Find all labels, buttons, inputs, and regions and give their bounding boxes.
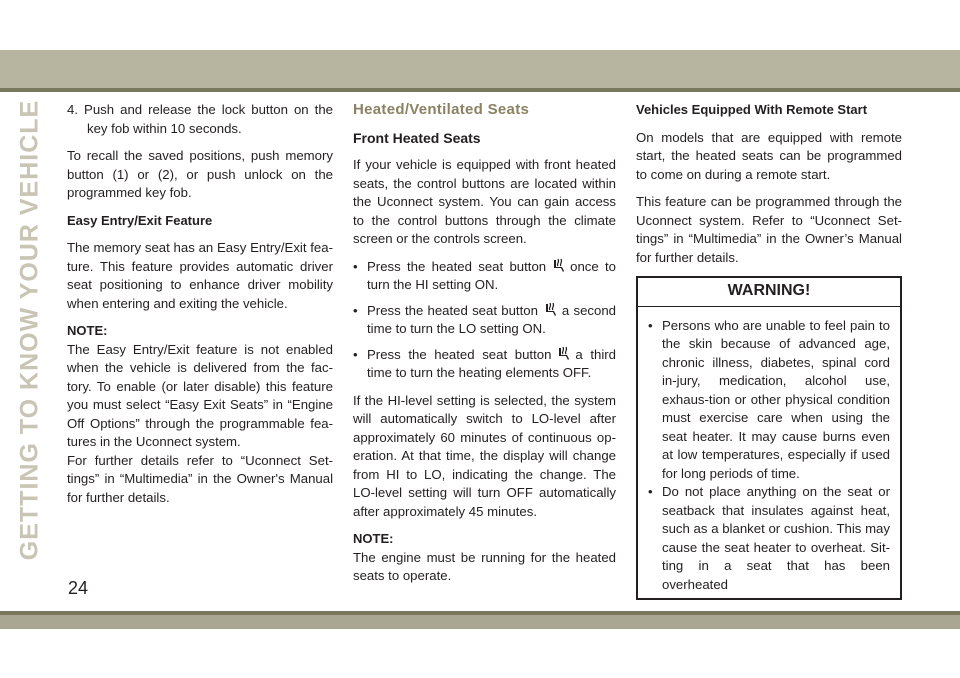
warning-title: WARNING! (638, 278, 900, 307)
bullet-lo-post: a second time to turn the LO setting ON. (367, 302, 616, 336)
remote-start-heading: Vehicles Equipped With Remote Start (636, 102, 868, 117)
note-label: NOTE: (353, 531, 394, 546)
page-number: 24 (68, 578, 89, 598)
column-left (67, 101, 333, 516)
note-text: The engine must be running for the heated seats to operate. (353, 549, 616, 583)
bullet-off-pre: Press the heated seat button (367, 346, 552, 362)
remote-start-paragraph: On models that are equipped with remote start, the heated seats can be programmed to come on during a remote start. (636, 129, 902, 182)
bullet-marker: • (648, 317, 653, 333)
bullet-hi (353, 258, 616, 295)
bullet-hi-post: once to turn the HI setting ON. (367, 258, 617, 292)
note-label: NOTE: (67, 323, 108, 338)
bullet-marker: • (353, 302, 358, 318)
heated-seat-icon (555, 346, 571, 362)
bullet-marker: • (353, 258, 358, 274)
footer-band (0, 615, 960, 629)
side-section-title (12, 99, 48, 561)
warning-bullet-text: Do not place anything on the seat or seatback that insulates against heat, such as a blanket or cushion. This may cause the seat heater to overheat. Sit-ting in a seat that has been overheated (662, 484, 890, 592)
warning-bullet (648, 483, 890, 594)
bullet-lo (353, 302, 616, 339)
column-right (636, 101, 902, 600)
warning-bullet-text: Persons who are unable to feel pain to the skin because of advanced age, chronic illness, diabetes, spinal cord in-jury, medication, alcohol use, exhaus-tion or other physical condition must exercise care when using the seat heater. It may cause burns even at low temperatures, especially if used for long periods of time. (662, 317, 890, 481)
bullet-hi-pre: Press the heated seat button (367, 258, 547, 274)
bullet-off (353, 346, 616, 383)
programming-paragraph: This feature can be programmed through the Uconnect system. Refer to “Uconnect Set-tings” in “Multimedia” in the Owner’s Manual for further details. (636, 194, 902, 265)
warning-body (638, 307, 900, 599)
hi-level-paragraph: If the HI-level setting is selected, the system will automatically switch to LO-level after approximately 60 minutes of continuous op-eration. At that time, the display will change from HI to LO, indicating the change. The LO-level setting will turn OFF automatically after approximately 45 minutes. (353, 392, 616, 519)
warning-bullet (648, 317, 890, 484)
side-section-title-text: GETTING TO KNOW YOUR VEHICLE (15, 99, 44, 561)
step-4-number: 4. (67, 102, 78, 117)
recall-paragraph: To recall the saved positions, push memory button (1) or (2), or push unlock on the programmed key fob. (67, 148, 333, 200)
bullet-off-post: a third time to turn the heating elements OFF. (367, 346, 617, 380)
heated-seat-icon (550, 258, 566, 274)
top-margin (0, 0, 960, 50)
note-text-continued: For further details refer to “Uconnect Set-tings” in “Multimedia” in the Owner's Manual for further details. (67, 452, 333, 505)
warning-box (636, 276, 902, 600)
heated-seat-icon (542, 302, 558, 318)
easy-entry-heading: Easy Entry/Exit Feature (67, 212, 213, 228)
note-text: The Easy Entry/Exit feature is not enabled when the vehicle is delivered from the fac-tory. To enable (or later disable) this feature you must select “Easy Exit Seats” in “Engine Off Options” through the programmable fea-tures in the Uconnect system. (67, 341, 333, 449)
step-4-text: Push and release the lock button on the key fob within 10 seconds. (84, 102, 333, 136)
bullet-marker: • (648, 484, 653, 499)
bottom-margin (0, 629, 960, 678)
column-middle (353, 101, 616, 595)
bullet-lo-pre: Press the heated seat button (367, 302, 538, 318)
step-4 (67, 101, 333, 138)
front-heated-seats-heading: Front Heated Seats (353, 129, 481, 146)
bullet-marker: • (353, 346, 358, 362)
header-band-rule (0, 88, 960, 92)
header-band (0, 50, 960, 88)
section-title: Heated/Ventilated Seats (353, 101, 530, 118)
easy-entry-paragraph: The memory seat has an Easy Entry/Exit fea-ture. This feature provides automatic driver seat positioning to enhance driver mobility when entering and exiting the vehicle. (67, 240, 333, 311)
heated-seats-intro: If your vehicle is equipped with front heated seats, the control buttons are located within the Uconnect system. You can gain access to the control buttons through the climate screen or the controls screen. (353, 157, 616, 246)
